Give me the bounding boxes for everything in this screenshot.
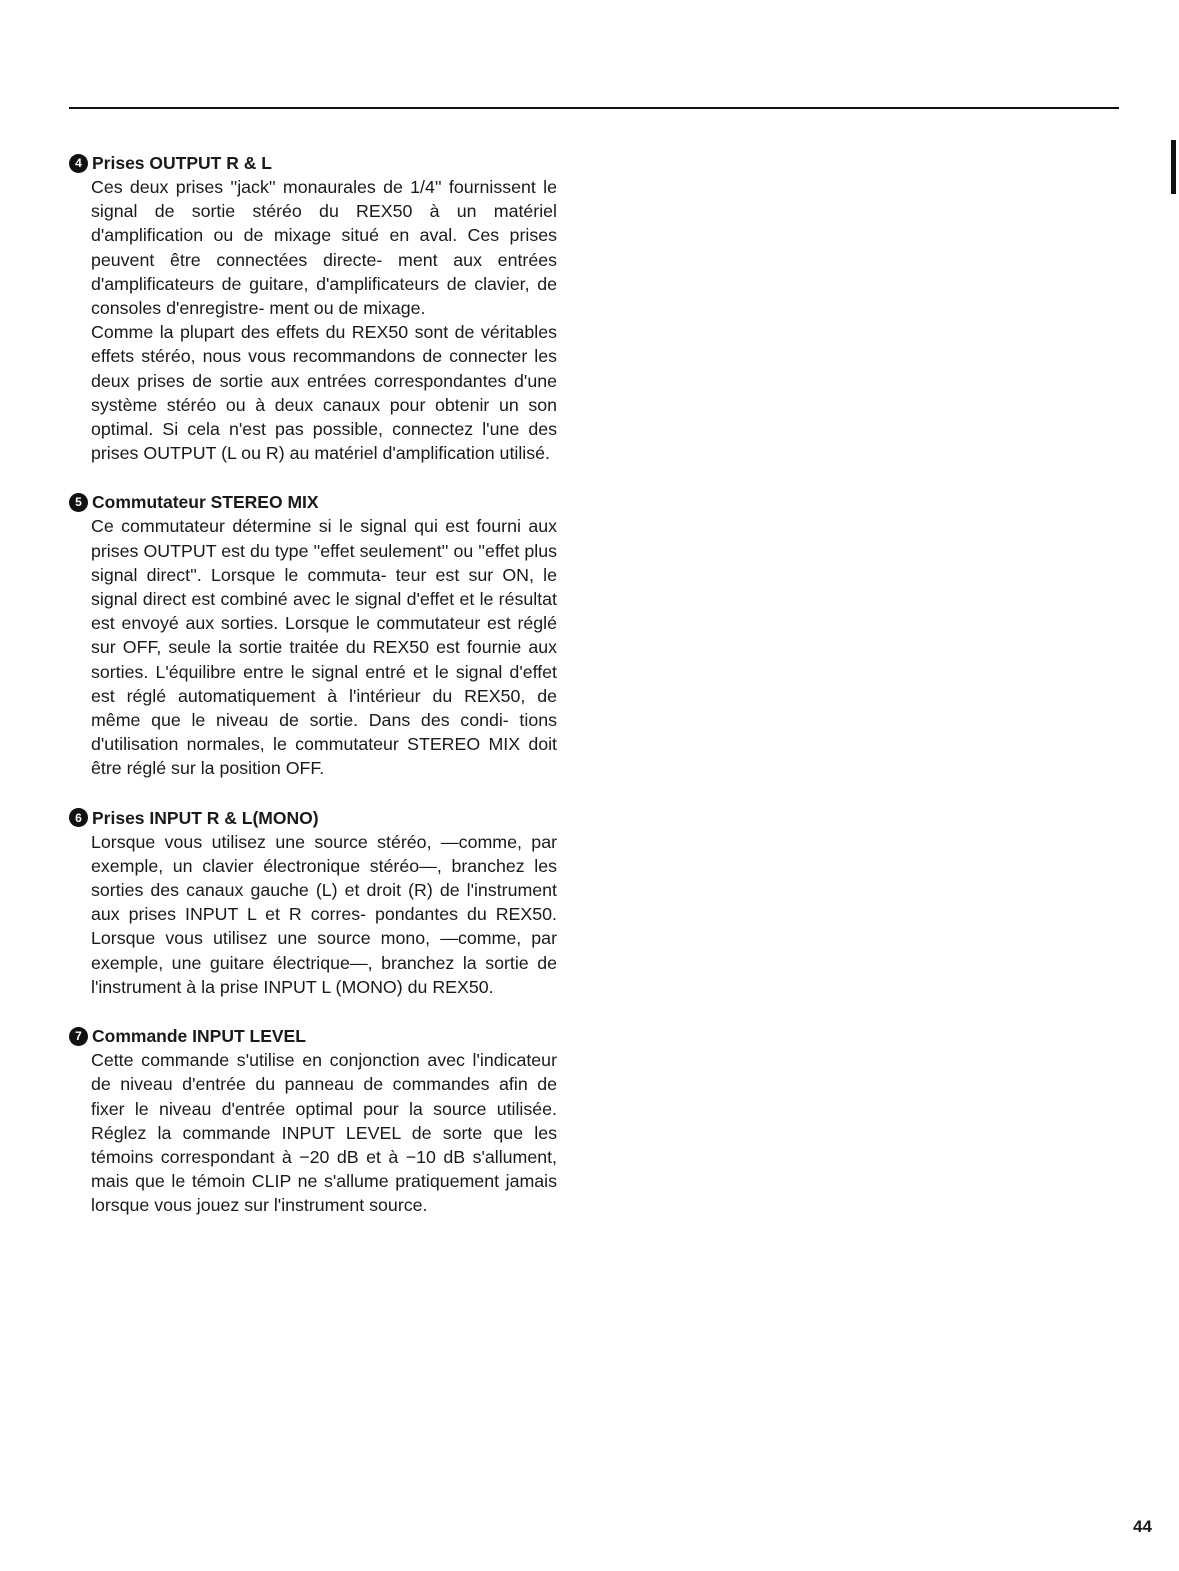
section-body	[91, 1048, 557, 1217]
top-rule	[69, 107, 1119, 109]
section-heading	[69, 806, 561, 830]
section-input-jacks	[69, 806, 561, 999]
section-input-level	[69, 1024, 561, 1217]
section-stereo-mix	[69, 490, 561, 780]
section-title: Commutateur STEREO MIX	[92, 492, 319, 513]
section-heading	[69, 1024, 561, 1048]
section-heading	[69, 490, 561, 514]
section-title: Prises OUTPUT R & L	[92, 153, 272, 173]
section-number-badge: 4	[69, 154, 88, 173]
section-number-badge: 6	[69, 808, 88, 827]
section-number-badge: 7	[69, 1027, 88, 1046]
page-number: 44	[1133, 1517, 1152, 1536]
section-body	[91, 514, 557, 780]
section-number-badge: 5	[69, 493, 88, 512]
paragraph: Lorsque vous utilisez une source stéréo, —comme, par exemple, un clavier électronique stéréo—, branchez les sorties des canaux gauche (L) et droit (R) de l'instrument aux prises INPUT L et R corres- pondantes du REX50. Lorsque vous utilisez une source mono, —comme, par exemple, une guitare électrique—, branchez la sortie de l'instrument à la prise INPUT L (MONO) du REX50.	[91, 831, 557, 997]
text-column	[69, 151, 561, 1243]
section-title: Commande INPUT LEVEL	[92, 1026, 306, 1047]
paragraph: Ces deux prises ''jack'' monaurales de 1/4'' fournissent le signal de sortie stéréo du REX50 à un matériel d'amplification ou de mixage situé en aval. Ces prises peuvent être connectées directe- ment aux entrées d'amplificateurs de guitare, d'amplificateurs de clavier, de consoles d'enregistre- ment ou de mixage.	[91, 177, 557, 319]
section-output-jacks	[69, 151, 561, 465]
section-body	[91, 175, 557, 465]
section-title: Prises INPUT R & L(MONO)	[92, 807, 319, 828]
section-body	[91, 830, 557, 999]
paragraph: Comme la plupart des effets du REX50 sont de véritables effets stéréo, nous vous recommandons de connecter les deux prises de sortie aux entrées correspondantes d'une système stéréo ou à deux canaux pour obtenir un son optimal. Si cela n'est pas possible, connectez l'une des prises OUTPUT (L ou R) au matériel d'amplification utilisé.	[91, 322, 557, 464]
paragraph: Cette commande s'utilise en conjonction avec l'indicateur de niveau d'entrée du panneau de commandes afin de fixer le niveau d'entrée optimal pour la source utilisée. Réglez la commande INPUT LEVEL de sorte que les témoins correspondant à −20 dB et à −10 dB s'allument, mais que le témoin CLIP ne s'allume pratiquement jamais lorsque vous jouez sur l'instrument source.	[91, 1050, 557, 1216]
section-heading	[69, 151, 561, 175]
paragraph: Ce commutateur détermine si le signal qui est fourni aux prises OUTPUT est du type ''effet seulement'' ou ''effet plus signal direct''. Lorsque le commuta- teur est sur ON, le signal direct est combiné avec le signal d'effet et le résultat est envoyé aux sorties. Lorsque le commutateur est réglé sur OFF, seule la sortie traitée du REX50 est fournie aux sorties. L'équilibre entre le signal entré et le signal d'effet est réglé automatiquement à l'intérieur du REX50, de même que le niveau de sortie. Dans des condi- tions d'utilisation normales, le commutateur STEREO MIX doit être réglé sur la position OFF.	[91, 516, 557, 779]
edge-mark	[1171, 140, 1176, 194]
